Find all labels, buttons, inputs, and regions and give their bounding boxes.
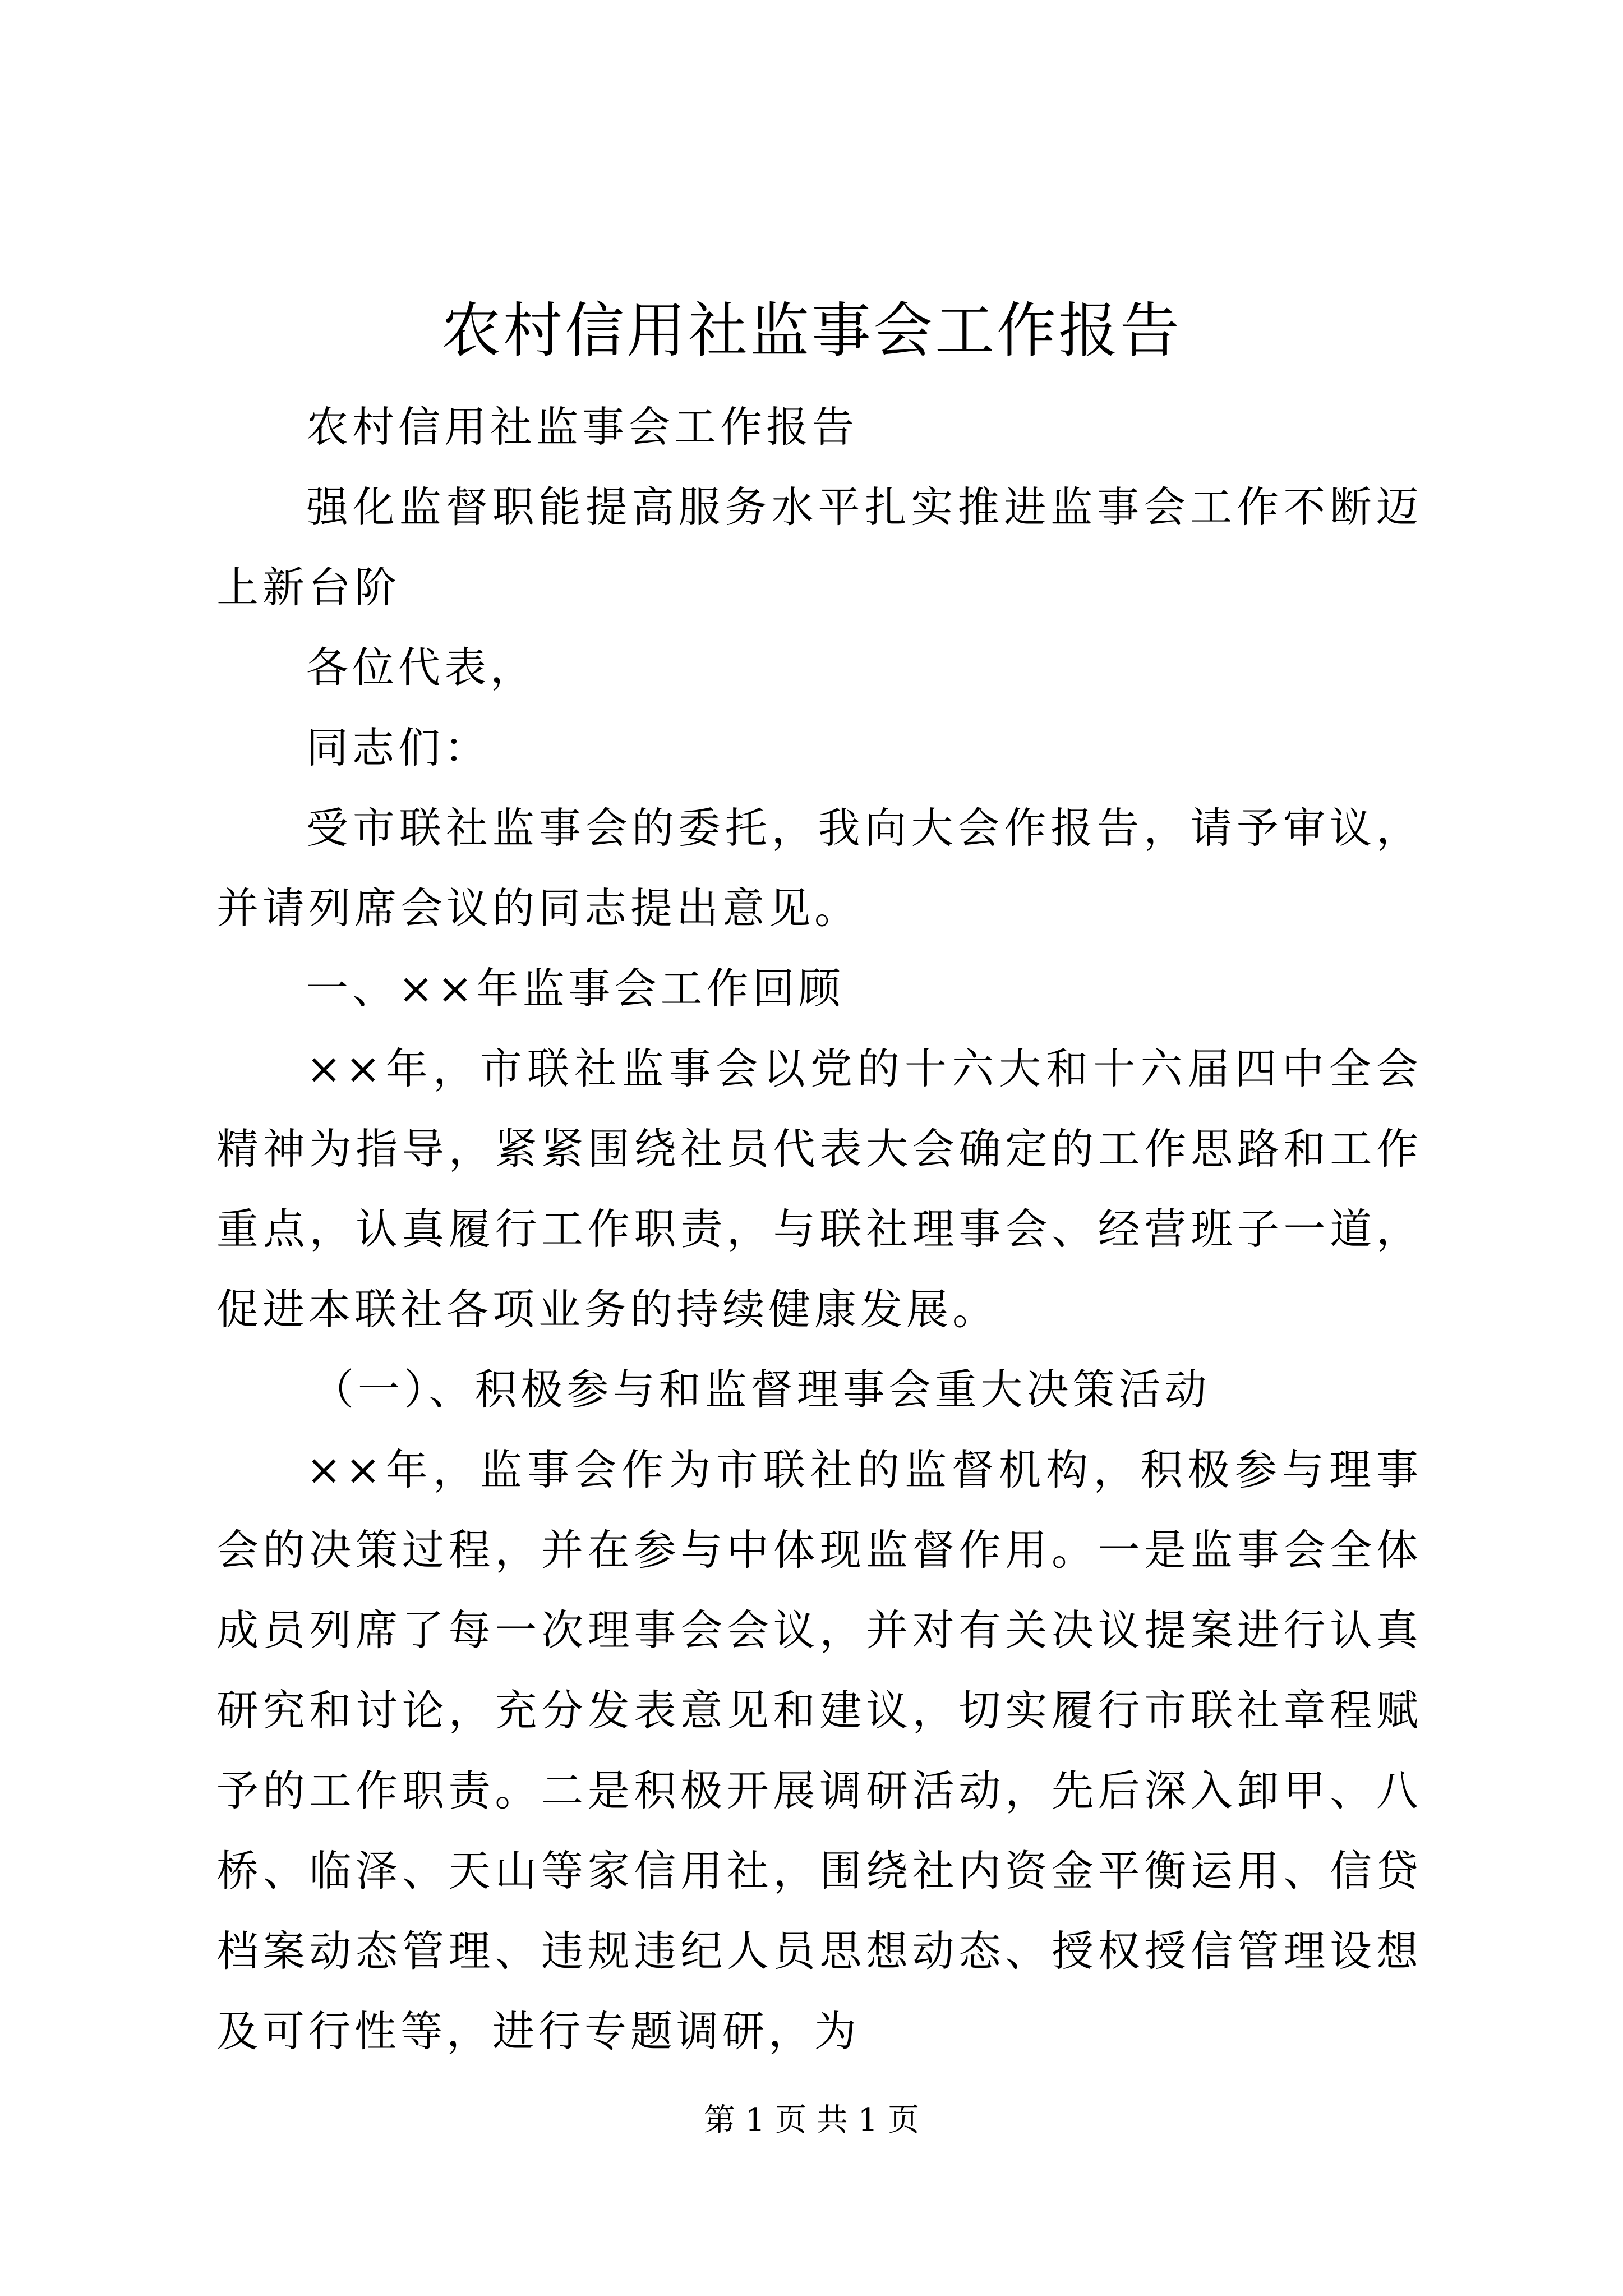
document-body (216, 387, 1422, 2072)
paragraph-decisions-detail: ××年，监事会作为市联社的监督机构，积极参与理事会的决策过程，并在参与中体现监督作用。一是监事会全体成员列席了每一次理事会会议，并对有关决议提案进行认真研究和讨论，充分发表意见和建议，切实履行市联社章程赋予的工作职责。二是积极开展调研活动，先后深入卸甲、八桥、临泽、天山等家信用社，围绕社内资金平衡运用、信贷档案动态管理、违规违纪人员思想动态、授权授信管理设想及可行性等，进行专题调研，为 (216, 1445, 1422, 2056)
paragraph-salutation-comrades: 同志们： (306, 723, 491, 772)
section-heading-review: 一、××年监事会工作回顾 (306, 964, 845, 1013)
paragraph-subtitle: 强化监督职能提高服务水平扎实推进监事会工作不断迈上新台阶 (216, 482, 1422, 612)
paragraph-salutation-delegates: 各位代表， (306, 643, 537, 692)
paragraph-heading-repeat: 农村信用社监事会工作报告 (306, 402, 859, 452)
paragraph-intro: 受市联社监事会的委托，我向大会作报告，请予审议，并请列席会议的同志提出意见。 (216, 803, 1422, 933)
document-title: 农村信用社监事会工作报告 (441, 296, 1182, 365)
paragraph-review-summary: ××年，市联社监事会以党的十六大和十六届四中全会精神为指导，紧紧围绕社员代表大会确定的工作思路和工作重点，认真履行工作职责，与联社理事会、经营班子一道，促进本联社各项业务的持续健康发展。 (216, 1044, 1422, 1334)
page-footer: 第 1 页 共 1 页 (703, 2102, 920, 2138)
subsection-heading-decisions: （一）、积极参与和监督理事会重大决策活动 (312, 1365, 1211, 1414)
